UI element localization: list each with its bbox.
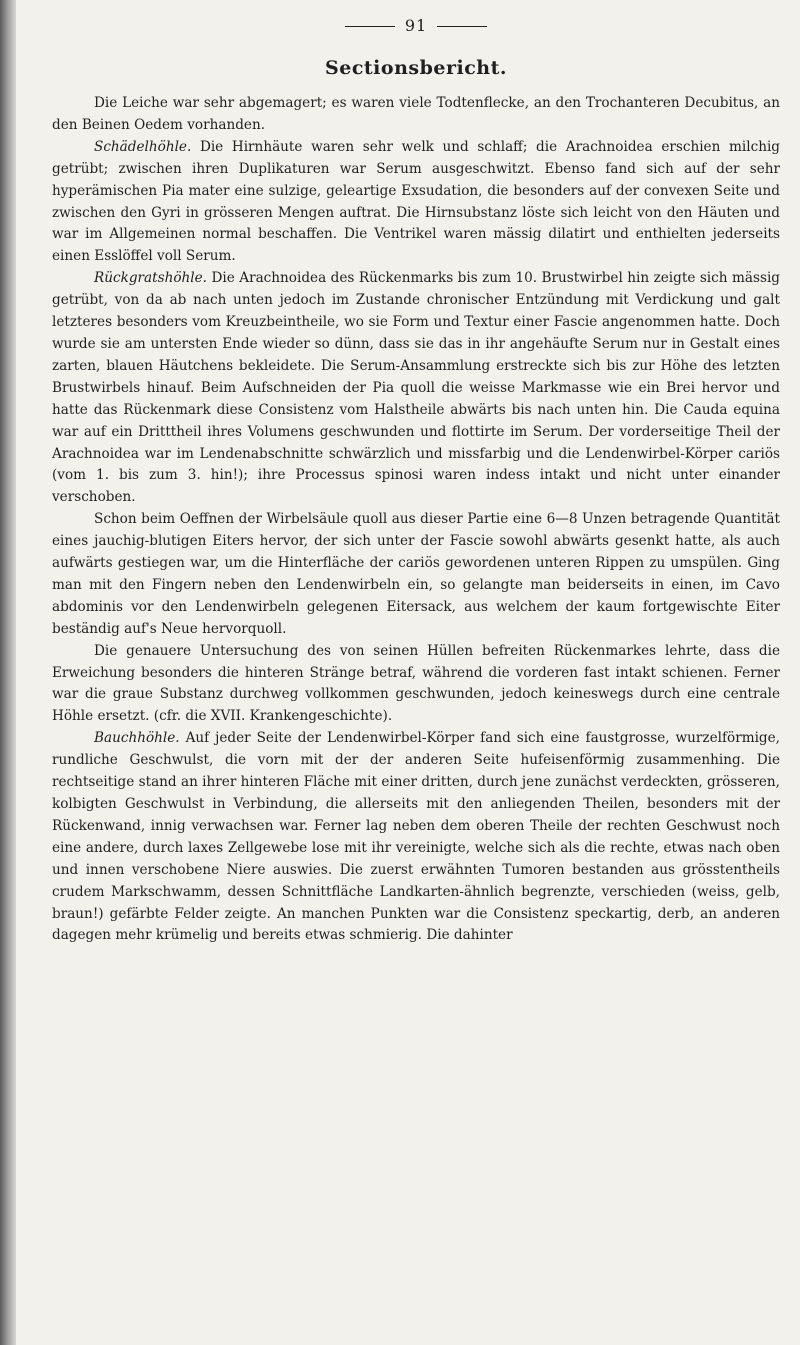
book-page (52, 16, 780, 947)
paragraph-heading: Schädelhöhle. (94, 138, 192, 155)
paragraph-text: Die Hirnhäute waren sehr welk und schlaff; die Arachnoidea erschien milchig getrübt; zwischen ihren Duplikaturen war Serum ausgeschwitzt. Ebenso fand sich auf der sehr hyperämischen Pia mater eine sulzige, geleartige Exsudation, die besonders auf der convexen Seite und zwischen den Gyri in grösseren Mengen auftrat. Die Hirnsubstanz löste sich leicht von den Häuten und war im Allgemeinen normal beschaffen. Die Ventrikel waren mässig dilatirt und enthielten jederseits einen Esslöffel voll Serum. (52, 138, 780, 265)
paragraph-intro (52, 93, 780, 137)
paragraph-heading: Rückgratshöhle. (94, 270, 207, 287)
paragraph-text: Die genauere Untersuchung des von seinen Hüllen befreiten Rückenmarkes lehrte, dass die Erweichung besonders die hinteren Stränge betraf, während die vorderen fast intakt schienen. Ferner war die graue Substanz durchweg vollkommen geschwunden, jedoch keineswegs durch eine centrale Höhle ersetzt. (cfr. die XVII. Krankengeschichte). (52, 642, 780, 725)
section-title: Sectionsbericht. (325, 57, 507, 79)
page-number-text: 91 (404, 16, 428, 35)
paragraph-schaedelhoehle (52, 137, 780, 268)
paragraph-text: Die Leiche war sehr abgemagert; es waren viele Todtenflecke, an den Trochanteren Decubitus, an den Beinen Oedem vorhanden. (52, 95, 780, 133)
paragraph-rueckgratshoehle (52, 268, 780, 509)
paragraph-text: Die Arachnoidea des Rückenmarks bis zum 10. Brustwirbel hin zeigte sich mässig getrübt, von da ab nach unten jedoch im Zustande chronischer Entzündung mit Verdickung und galt letzteres besonders vom Kreuzbeintheile, wo sie Form und Textur einer Fascie angenommen hatte. Doch wurde sie am untersten Ende wieder so dünn, dass sie das in ihr angehäufte Serum nur in Gestalt eines zarten, blauen Häutchens bekleidete. Die Serum-Ansammlung erstreckte sich bis zur Höhe des letzten Brustwirbels hinauf. Beim Aufschneiden der Pia quoll die weisse Markmasse wie ein Brei hervor und hatte das Rückenmark diese Consistenz vom Halstheile abwärts bis nach unten hin. Die Cauda equina war auf ein Dritttheil ihres Volumens geschwunden und flottirte im Serum. Der vorderseitige Theil der Arachnoidea war im Lendenabschnitte schwärzlich und missfarbig und die Lendenwirbel-Körper cariös (vom 1. bis zum 3. hin!); ihre Processus spinosi waren indess intakt und nicht unter einander verschoben. (52, 270, 780, 506)
folio-dash-right (437, 26, 487, 27)
paragraph-wirbelsaeule (52, 509, 780, 640)
folio-dash-left (345, 26, 395, 27)
page-number (52, 16, 780, 35)
paragraph-text: Schon beim Oeffnen der Wirbelsäule quoll aus dieser Partie eine 6—8 Unzen betragende Quantität eines jauchig-blutigen Eiters hervor, der sich unter der Fascie sowohl abwärts gesenkt hatte, als auch aufwärts gestiegen war, um die Hinterfläche der cariös gewordenen unteren Rippen zu umspülen. Ging man mit den Fingern neben den Lendenwirbeln ein, so gelangte man beiderseits in einen, im Cavo abdominis vor den Lendenwirbeln gelegenen Eitersack, aus welchem der kaum fortgewischte Eiter beständig auf's Neue hervorquoll. (52, 511, 780, 637)
paragraph-text: Auf jeder Seite der Lendenwirbel-Körper fand sich eine faustgrosse, wurzelförmige, rundliche Geschwulst, die vorn mit der der anderen Seite hufeisenförmig zusammenhing. Die rechtseitige stand an ihrer hinteren Fläche mit einer dritten, durch jene zunächst verdeckten, grösseren, kolbigten Geschwulst in Verbindung, die allerseits mit den anliegenden Theilen, besonders mit der Rückenwand, innig verwachsen war. Ferner lag neben dem oberen Theile der rechten Geschwust noch eine andere, durch laxes Zellgewebe lose mit ihr vereinigte, welche sich als die rechte, etwas nach oben und innen verschobene Niere auswies. Die zuerst erwähnten Tumoren bestanden aus grösstentheils crudem Markschwamm, dessen Schnittfläche Landkarten-ähnlich begrenzte, verschieden (weiss, gelb, braun!) gefärbte Felder zeigte. An manchen Punkten war die Consistenz speckartig, derb, an anderen dagegen mehr krümelig und bereits etwas schmierig. Die dahinter (52, 730, 780, 944)
book-binding-shadow (0, 0, 16, 1345)
paragraph-untersuchung (52, 641, 780, 729)
paragraph-bauchhoehle (52, 728, 780, 947)
paragraph-heading: Bauchhöhle. (94, 730, 180, 747)
